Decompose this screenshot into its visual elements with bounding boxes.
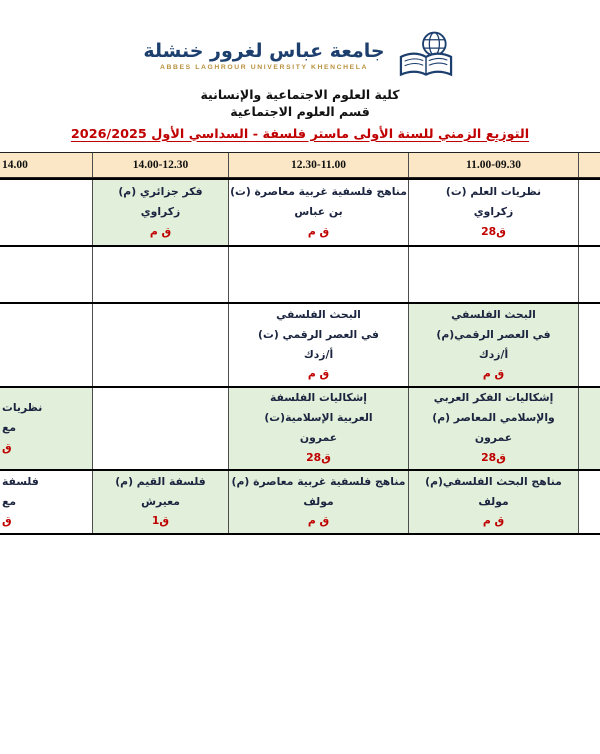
course-cell [0, 388, 92, 469]
course-line: مع [2, 494, 17, 508]
empty-cell [0, 180, 92, 245]
course-line: مع [2, 421, 17, 435]
room-label: ق م [149, 224, 172, 238]
room-label: ق [2, 440, 12, 454]
university-name-arabic: جامعة عباس لغرور خنشلة [143, 39, 385, 62]
course-line: إشكاليات الفكر العربي [433, 391, 554, 405]
empty-cell [408, 247, 578, 302]
empty-cell [0, 247, 92, 302]
page-title: التوزيع الزمني للسنة الأولى ماستر فلسفة - السداسي الأول 2026/2025 [70, 126, 530, 142]
university-logo [0, 30, 600, 82]
course-line: زكراوي [140, 205, 181, 219]
timetable-row [0, 245, 600, 302]
university-name-block [143, 41, 384, 72]
room-label: ق م [307, 367, 330, 381]
empty-cell [92, 247, 228, 302]
room-label: ق28 [481, 450, 506, 464]
course-cell [0, 471, 92, 533]
course-line: معيرش [141, 494, 180, 508]
course-line: فكر جزائري (م) [118, 185, 203, 199]
empty-cell [578, 180, 600, 245]
document-page [0, 30, 600, 754]
course-line: العربية الإسلامية(ت) [264, 411, 373, 425]
course-cell [408, 471, 578, 533]
course-cell [228, 471, 408, 533]
empty-cell [92, 304, 228, 386]
time-slot-header: 14.00 [2, 158, 28, 171]
course-line: فلسفة [2, 474, 39, 488]
course-line: البحث الفلسفي [451, 307, 536, 321]
course-line: مولف [303, 494, 334, 508]
empty-cell [578, 247, 600, 302]
course-line: عمرون [299, 431, 338, 444]
time-slot-header [578, 153, 600, 177]
room-label: ق م [307, 514, 330, 528]
empty-cell [92, 388, 228, 469]
timetable-header-row [0, 152, 600, 178]
university-name-english: ABBES LAGHROUR UNIVERSITY KHENCHELA [159, 64, 369, 72]
room-label: ق م [482, 367, 505, 381]
room-label: ق م [482, 514, 505, 528]
course-cell [228, 388, 408, 469]
course-line: مناهج البحث الفلسفي(م) [425, 474, 562, 488]
room-label: ق [2, 514, 12, 528]
course-line: في العصر الرقمي (ت) [258, 327, 379, 341]
room-label: ق م [307, 224, 330, 238]
course-cell [408, 180, 578, 245]
empty-cell [578, 471, 600, 533]
course-line: والإسلامي المعاصر (م) [432, 411, 555, 425]
course-line: أ/زدك [478, 347, 509, 361]
empty-cell [0, 304, 92, 386]
course-line: مولف [478, 494, 509, 508]
course-line: فلسفة القيم (م) [115, 474, 206, 488]
course-line: نظريات العلم (ت) [445, 185, 542, 199]
empty-cell [228, 247, 408, 302]
department-name: قسم العلوم الاجتماعية [230, 104, 370, 120]
timetable-row [0, 178, 600, 245]
time-slot-header: 11.00-09.30 [408, 153, 578, 177]
room-label: ق1 [151, 514, 170, 528]
empty-cell [578, 388, 600, 469]
faculty-name: كلية العلوم الاجتماعية والإنسانية [200, 87, 400, 102]
course-line: أ/زدك [303, 347, 334, 361]
course-cell [228, 180, 408, 245]
course-cell [92, 180, 228, 245]
course-line: زكراوي [473, 205, 514, 219]
course-cell [228, 304, 408, 386]
empty-cell [578, 304, 600, 386]
course-cell [408, 388, 578, 469]
course-line: عمرون [474, 431, 513, 444]
room-label: ق28 [306, 450, 331, 464]
university-emblem-icon [395, 30, 457, 82]
time-slot-header: 12.30-11.00 [228, 153, 408, 177]
timetable-row [0, 469, 600, 533]
timetable-row [0, 302, 600, 386]
room-label: ق28 [481, 224, 506, 238]
timetable-row [0, 386, 600, 469]
timetable [0, 152, 600, 535]
course-line: بن عباس [294, 205, 343, 219]
time-slot-header: 14.00-12.30 [92, 153, 228, 177]
course-line: البحث الفلسفي [276, 307, 361, 321]
course-cell [92, 471, 228, 533]
course-line: مناهج فلسفية غربية معاصرة (ت) [230, 185, 407, 199]
course-line: نظريات [2, 401, 43, 415]
course-line: في العصر الرقمي(م) [436, 327, 551, 341]
course-line: مناهج فلسفية غربية معاصرة (م) [231, 474, 406, 488]
course-line: إشكاليات الفلسفة [269, 391, 367, 405]
course-cell [408, 304, 578, 386]
